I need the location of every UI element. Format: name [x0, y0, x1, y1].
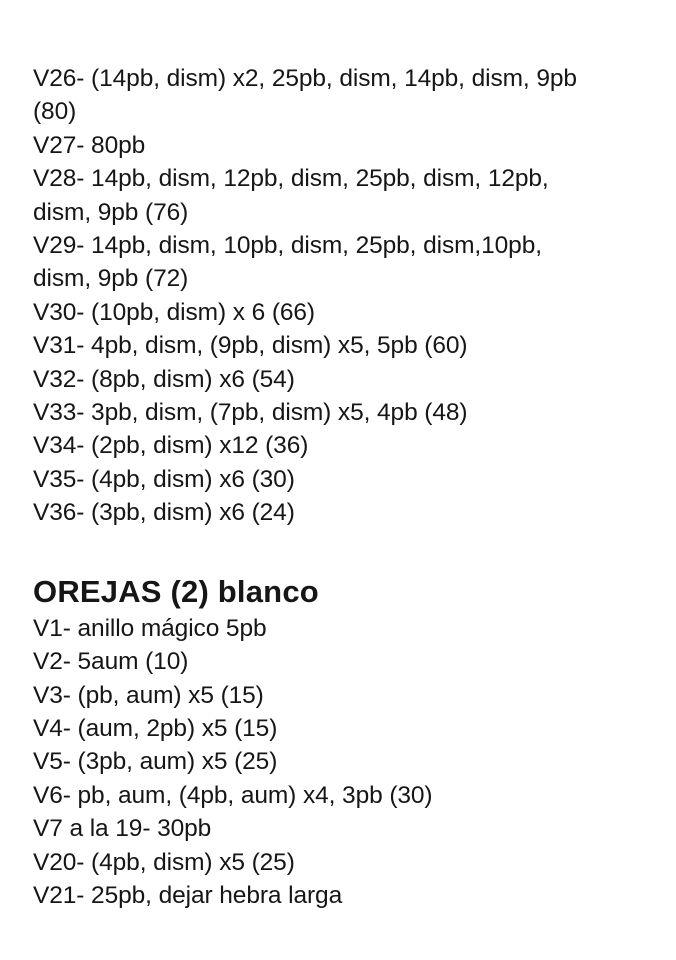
pattern-line: (80): [33, 98, 77, 126]
pattern-line: V26- (14pb, dism) x2, 25pb, dism, 14pb, dism, 9pb: [33, 65, 577, 92]
pattern-line: V31- 4pb, dism, (9pb, dism) x5, 5pb (60): [33, 332, 468, 360]
pattern-line: V34- (2pb, dism) x12 (36): [33, 432, 309, 460]
rounds-section-body: [33, 62, 663, 530]
section-heading: OREJAS (2) blanco: [33, 573, 319, 609]
pattern-line: V21- 25pb, dejar hebra larga: [33, 881, 343, 909]
pattern-line: V32- (8pb, dism) x6 (54): [33, 365, 295, 393]
pattern-line: V20- (4pb, dism) x5 (25): [33, 848, 295, 876]
pattern-line: V35- (4pb, dism) x6 (30): [33, 465, 295, 493]
pattern-line: V2- 5aum (10): [33, 648, 189, 676]
pattern-line: V29- 14pb, dism, 10pb, dism, 25pb, dism,10pb,: [33, 232, 542, 260]
pattern-line: V28- 14pb, dism, 12pb, dism, 25pb, dism, 12pb,: [33, 165, 549, 193]
pattern-line: dism, 9pb (76): [33, 198, 189, 226]
pattern-line: V36- (3pb, dism) x6 (24): [33, 499, 295, 527]
pattern-line: V33- 3pb, dism, (7pb, dism) x5, 4pb (48): [33, 399, 468, 427]
pattern-line: V27- 80pb: [33, 131, 146, 159]
pattern-line: V1- anillo mágico 5pb: [33, 614, 267, 642]
pattern-line: V5- (3pb, aum) x5 (25): [33, 748, 278, 776]
ears-section: [33, 574, 663, 913]
pattern-line: V4- (aum, 2pb) x5 (15): [33, 714, 278, 742]
pattern-line: dism, 9pb (72): [33, 265, 189, 293]
pattern-line: V7 a la 19- 30pb: [33, 815, 212, 843]
pattern-line: V6- pb, aum, (4pb, aum) x4, 3pb (30): [33, 781, 433, 809]
pattern-line: V30- (10pb, dism) x 6 (66): [33, 298, 315, 326]
pattern-line: V3- (pb, aum) x5 (15): [33, 681, 264, 709]
pattern-page: [33, 62, 663, 912]
